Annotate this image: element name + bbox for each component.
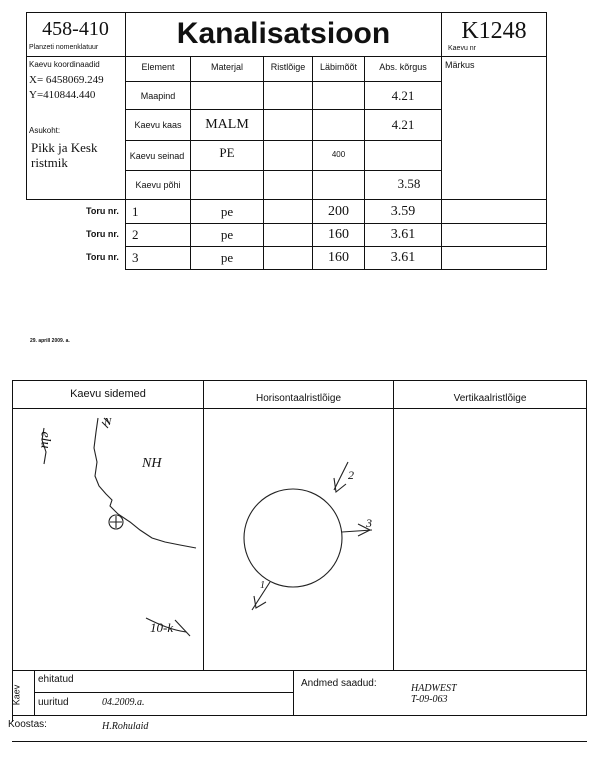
sketch-note-nh: NH xyxy=(142,456,162,471)
pipe-label-1: 1 xyxy=(260,580,265,591)
abs-cell: 3.58 xyxy=(397,176,421,191)
toru-labimoot-cell: 160 xyxy=(328,227,349,242)
sketch-note-bottom: 10-k xyxy=(150,620,174,635)
toru-nr-cell: 1 xyxy=(132,204,139,219)
sketch-note-left: elu xyxy=(37,431,53,449)
element-cell: Kaevu seinad xyxy=(129,150,185,161)
coords-label: Kaevu koordinaadid xyxy=(29,60,100,69)
col-horisontaal: Horisontaalristlõige xyxy=(255,392,342,404)
andmed-line2: T-09-063 xyxy=(411,694,448,705)
ehitatud-label: ehitatud xyxy=(38,674,74,685)
date-note: 29. aprill 2009. a. xyxy=(30,338,70,344)
element-cell: Maapind xyxy=(140,90,176,101)
toru-materjal-cell: pe xyxy=(220,203,234,219)
koostas-value: H.Rohulaid xyxy=(102,721,149,732)
planzeti-number: 458-410 xyxy=(42,17,109,40)
toru-materjal-cell: pe xyxy=(220,227,234,242)
toru-abs-cell: 3.61 xyxy=(390,227,416,242)
planzeti-label: Planzeti nomenklatuur xyxy=(29,44,99,51)
koostas-label: Koostas: xyxy=(8,719,47,730)
pipe-label-2: 2 xyxy=(348,468,354,482)
coord-y: Y=410844.440 xyxy=(29,89,96,101)
kaevu-label: Kaevu nr xyxy=(448,45,477,52)
sketch-note-top: N xyxy=(104,416,112,428)
col-header-materjal: Materjal xyxy=(210,62,243,72)
toru-abs-cell: 3.61 xyxy=(390,250,416,265)
toru-label: Toru nr. xyxy=(86,229,119,239)
uuritud-label: uuritud xyxy=(38,697,69,708)
andmed-line1: HADWEST xyxy=(411,683,457,694)
col-kaevu-sidemed: Kaevu sidemed xyxy=(70,388,146,400)
kaev-label: Kaev xyxy=(11,684,22,706)
toru-nr-cell: 2 xyxy=(132,227,139,242)
abs-cell: 4.21 xyxy=(391,117,415,132)
col-header-element: Element xyxy=(141,62,175,72)
toru-label: Toru nr. xyxy=(86,206,119,216)
toru-labimoot-cell: 160 xyxy=(328,250,349,265)
toru-materjal-cell: pe xyxy=(220,250,234,265)
coord-x: X= 6458069.249 xyxy=(29,74,104,86)
pipe-label-3: 3 xyxy=(366,516,372,530)
toru-abs-cell: 3.59 xyxy=(390,203,416,219)
toru-labimoot-cell: 200 xyxy=(328,203,349,219)
materjal-cell: PE xyxy=(219,145,235,160)
col-header-ristloige: Ristlõige xyxy=(270,62,306,72)
col-header-markus: Märkus xyxy=(445,60,475,70)
andmed-label: Andmed saadud: xyxy=(301,678,377,689)
uuritud-value: 04.2009.a. xyxy=(102,697,145,708)
abs-cell: 4.21 xyxy=(391,87,415,103)
materjal-cell: MALM xyxy=(205,117,249,132)
location-label: Asukoht: xyxy=(29,126,61,135)
toru-nr-cell: 3 xyxy=(132,250,139,265)
col-header-labimoot: Läbimõõt xyxy=(319,62,358,72)
labimoot-cell: 400 xyxy=(331,149,346,159)
page-title: Kanalisatsioon xyxy=(176,17,391,50)
location-line1: Pikk ja Kesk xyxy=(31,140,98,155)
kaevu-number: K1248 xyxy=(461,17,527,44)
element-cell: Kaevu põhi xyxy=(135,180,181,190)
col-vertikaal: Vertikaalristlõige xyxy=(453,392,527,404)
col-header-abs: Abs. kõrgus xyxy=(379,62,427,72)
element-cell: Kaevu kaas xyxy=(134,120,182,130)
toru-label: Toru nr. xyxy=(86,252,119,262)
location-line2: ristmik xyxy=(31,155,68,170)
